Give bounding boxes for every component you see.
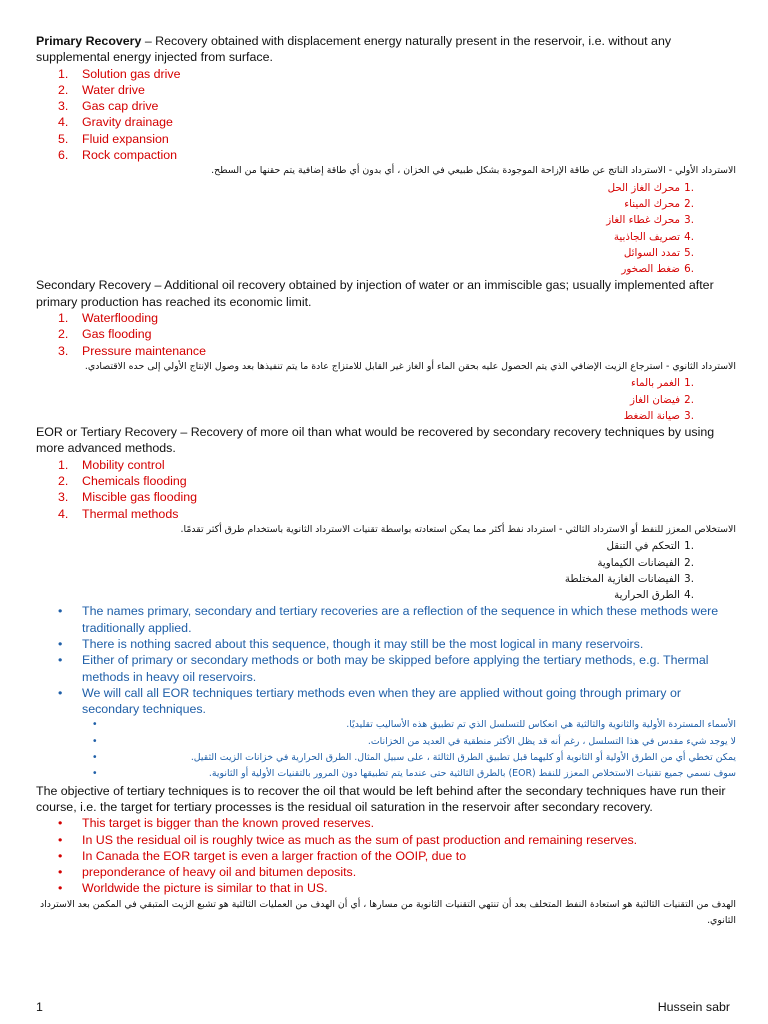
- list-item: 2. Gas flooding: [58, 327, 152, 342]
- arabic-notes-list: [36, 717, 736, 782]
- list-item: 4. تصريف الجاذبية: [613, 230, 694, 243]
- primary-list: [36, 66, 736, 164]
- list-item: 2. محرك الميناء: [624, 197, 694, 210]
- list-item: 2. فيضان الغاز: [629, 393, 694, 406]
- list-item: • سوف نسمي جميع تقنيات الاستخلاص المعزز للنفط (EOR) بالطرق الثالثية حتى عندما يتم تطبيقها دون المرور بالتقنيات الأولية أو الثانوية.: [92, 768, 736, 780]
- list-item: 1. Waterflooding: [58, 311, 158, 326]
- list-item: • The names primary, secondary and tertiary recoveries are a reflection of the sequence in which these methods were traditionally applied.: [36, 603, 736, 636]
- secondary-list: [36, 310, 736, 359]
- page-number: 1: [36, 1000, 43, 1014]
- list-item: • Either of primary or secondary methods or both may be skipped before applying the tertiary methods, e.g. Thermal methods in heavy oil reservoirs.: [36, 652, 736, 685]
- document-page: [36, 33, 736, 929]
- list-item: 2. Water drive: [58, 82, 145, 97]
- list-item: 1. الغمر بالماء: [631, 377, 694, 390]
- secondary-arabic-list: [36, 375, 736, 424]
- list-item: 5. تمدد السوائل: [623, 246, 694, 259]
- list-item: • In US the residual oil is roughly twice as much as the sum of past production and remaining reserves.: [36, 832, 736, 848]
- tertiary-list: [36, 457, 736, 522]
- list-item: • الأسماء المستردة الأولية والثانوية والثالثية هي انعكاس للتسلسل الذي تم تطبيق هذه الأساليب تقليديًا.: [92, 719, 736, 731]
- list-item: 5. Fluid expansion: [58, 131, 169, 146]
- list-item: • In Canada the EOR target is even a larger fraction of the OOIP, due to: [36, 848, 736, 864]
- list-item: 2. الفيضانات الكيماوية: [597, 556, 694, 569]
- list-item: 1. التحكم في التنقل: [606, 540, 694, 553]
- list-item: 1. محرك الغاز الحل: [607, 181, 694, 194]
- primary-arabic-definition: الاسترداد الأولي - الاسترداد الناتج عن طاقة الإزاحة الموجودة بشكل طبيعي في الخزان ، أي بدون أي طاقة إضافية يتم حقنها من السطح.: [211, 165, 736, 177]
- list-item: • Worldwide the picture is similar to that in US.: [36, 880, 736, 896]
- list-item: 3. Pressure maintenance: [58, 343, 206, 358]
- list-item: 6. Rock compaction: [58, 148, 178, 163]
- author-name: Hussein sabr: [657, 1000, 730, 1014]
- secondary-arabic-definition: الاسترداد الثانوي - استرجاع الزيت الإضافي الذي يتم الحصول عليه بحقن الماء أو الغاز غير القابل للامتزاج عادة ما يتم تنفيذها بعد وصول الإنتاج الأولي إلى حده الاقتصادي.: [84, 360, 736, 372]
- list-item: 3. Gas cap drive: [58, 99, 159, 114]
- list-item: 4. الطرق الحرارية: [614, 589, 694, 602]
- primary-arabic-list: [36, 180, 736, 278]
- objective-arabic: الهدف من التقنيات الثالثية هو استعادة النفط المتخلف بعد أن تنتهي التقنيات الثانوية من مسارها ، أي أن الهدف من العمليات الثالثية هو تشبع الزيت المتبقي في المكمن بعد الاسترداد الثانوي.: [40, 898, 736, 927]
- list-item: 1. Solution gas drive: [58, 66, 181, 81]
- tertiary-arabic-definition: الاستخلاص المعزز للنفط أو الاسترداد الثالثي - استرداد نفط أكثر مما يمكن استعادته بواسطة تقنيات الاسترداد الثانوية باستخدام طرق أكثر تقدمًا.: [180, 523, 736, 535]
- list-item: 3. Miscible gas flooding: [58, 490, 198, 505]
- tertiary-arabic-list: [36, 538, 736, 603]
- primary-paragraph: [36, 33, 736, 66]
- primary-definition: – Recovery obtained with displacement energy naturally present in the reservoir, i.e. without any supplemental energy injected from surface.: [36, 34, 672, 65]
- list-item: • This target is bigger than the known proved reserves.: [36, 815, 736, 831]
- list-item: • We will call all EOR techniques tertiary methods even when they are applied without going through primary or secondary techniques.: [36, 685, 736, 718]
- list-item: 6. ضغط الصخور: [621, 263, 694, 276]
- list-item: • يمكن تخطي أي من الطرق الأولية أو الثانوية أو كليهما قبل تطبيق الطرق الثالثة ، على سبيل المثال. الطرق الحرارية في خزانات الزيت الثقيل.: [92, 752, 736, 764]
- primary-term: Primary Recovery: [36, 34, 142, 48]
- objective-paragraph: The objective of tertiary techniques is to recover the oil that would be left behind after the secondary techniques have run their course, i.e. the target for tertiary processes is the residual oil saturation in the reservoir after secondary recovery.: [36, 783, 726, 814]
- list-item: 3. صيانة الضغط: [623, 409, 694, 422]
- list-item: • There is nothing sacred about this sequence, though it may still be the most logical in many reservoirs.: [36, 636, 736, 652]
- list-item: 4. Thermal methods: [58, 506, 179, 521]
- list-item: 3. الفيضانات الغازية المختلطة: [564, 572, 694, 585]
- targets-list: [36, 815, 736, 896]
- notes-list: [36, 603, 736, 717]
- list-item: 3. محرك غطاء الغاز: [606, 214, 694, 227]
- list-item: • لا يوجد شيء مقدس في هذا التسلسل ، رغم أنه قد يظل الأكثر منطقية في العديد من الخزانات.: [92, 735, 736, 747]
- list-item: • preponderance of heavy oil and bitumen deposits.: [36, 864, 736, 880]
- secondary-paragraph: Secondary Recovery – Additional oil recovery obtained by injection of water or an immiscible gas; usually implemented after primary production has reached its economic limit.: [36, 278, 714, 309]
- tertiary-paragraph: EOR or Tertiary Recovery – Recovery of more oil than what would be recovered by secondary recovery techniques by using more advanced methods.: [36, 425, 715, 456]
- list-item: 1. Mobility control: [58, 457, 165, 472]
- list-item: 2. Chemicals flooding: [58, 474, 187, 489]
- list-item: 4. Gravity drainage: [58, 115, 173, 130]
